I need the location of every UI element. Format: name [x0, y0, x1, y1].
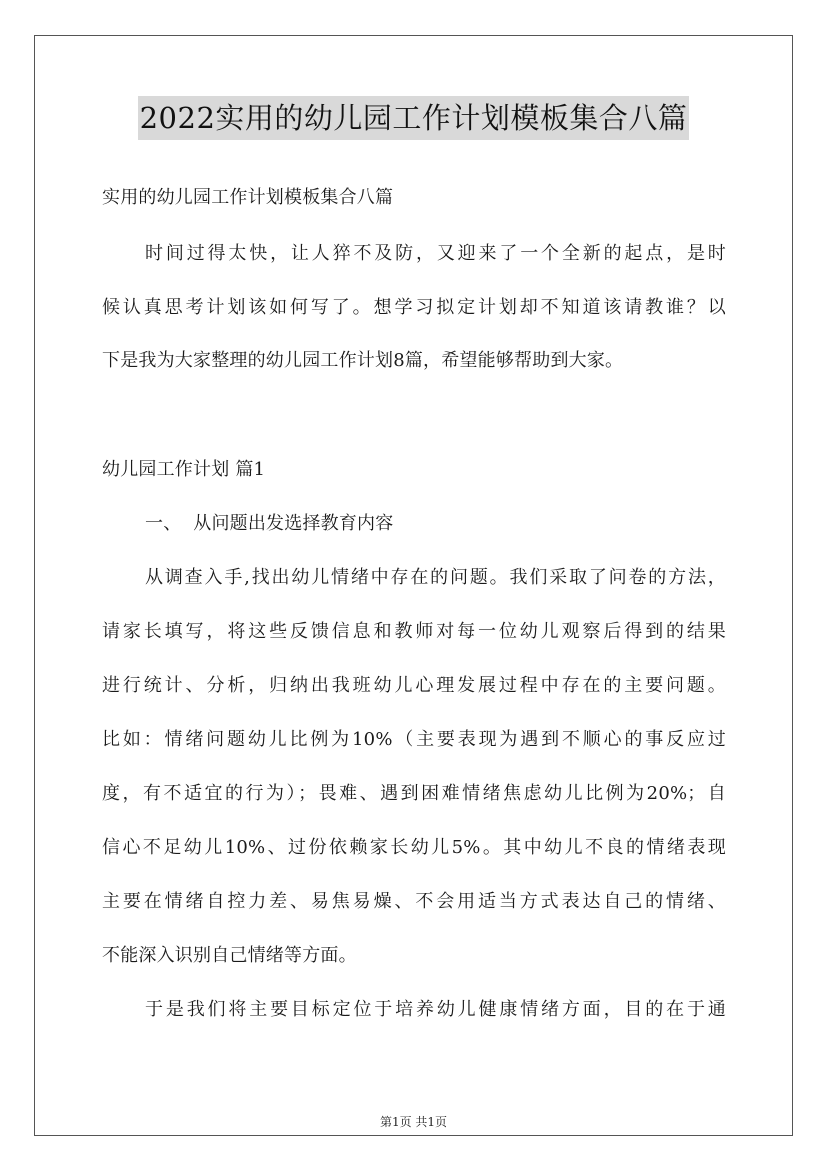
page-footer: 第1页 共1页	[379, 1115, 448, 1129]
intro-line-1: 时间过得太快，让人猝不及防，又迎来了一个全新的起点，是时	[145, 243, 726, 264]
body-line-8: 不能深入识别自己情绪等方面。	[102, 945, 357, 966]
body-line-1: 从调查入手,找出幼儿情绪中存在的问题。我们采取了问卷的方法，	[145, 567, 726, 588]
body-line-7: 主要在情绪自控力差、易焦易燥、不会用适当方式表达自己的情绪、	[102, 891, 726, 912]
subtitle: 实用的幼儿园工作计划模板集合八篇	[102, 187, 394, 208]
body-line-2: 请家长填写，将这些反馈信息和教师对每一位幼儿观察后得到的结果	[102, 621, 726, 642]
body-line-3: 进行统计、分析，归纳出我班幼儿心理发展过程中存在的主要问题。	[102, 675, 726, 696]
body-line-9: 于是我们将主要目标定位于培养幼儿健康情绪方面，目的在于通	[145, 999, 726, 1020]
intro-line-2: 候认真思考计划该如何写了。想学习拟定计划却不知道该请教谁？以	[102, 297, 726, 318]
document-title: 2022实用的幼儿园工作计划模板集合八篇	[138, 96, 690, 140]
intro-line-3: 下是我为大家整理的幼儿园工作计划8篇，希望能够帮助到大家。	[102, 350, 624, 371]
item-heading: 一、 从问题出发选择教育内容	[145, 513, 394, 534]
section-heading: 幼儿园工作计划 篇1	[102, 459, 266, 480]
body-line-6: 信心不足幼儿10%、过份依赖家长幼儿5%。其中幼儿不良的情绪表现	[102, 837, 726, 858]
body-line-4: 比如：情绪问题幼儿比例为10%（主要表现为遇到不顺心的事反应过	[102, 729, 726, 750]
document-title-wrap	[0, 96, 827, 140]
body-line-5: 度，有不适宜的行为）；畏难、遇到困难情绪焦虑幼儿比例为20%；自	[102, 783, 726, 804]
